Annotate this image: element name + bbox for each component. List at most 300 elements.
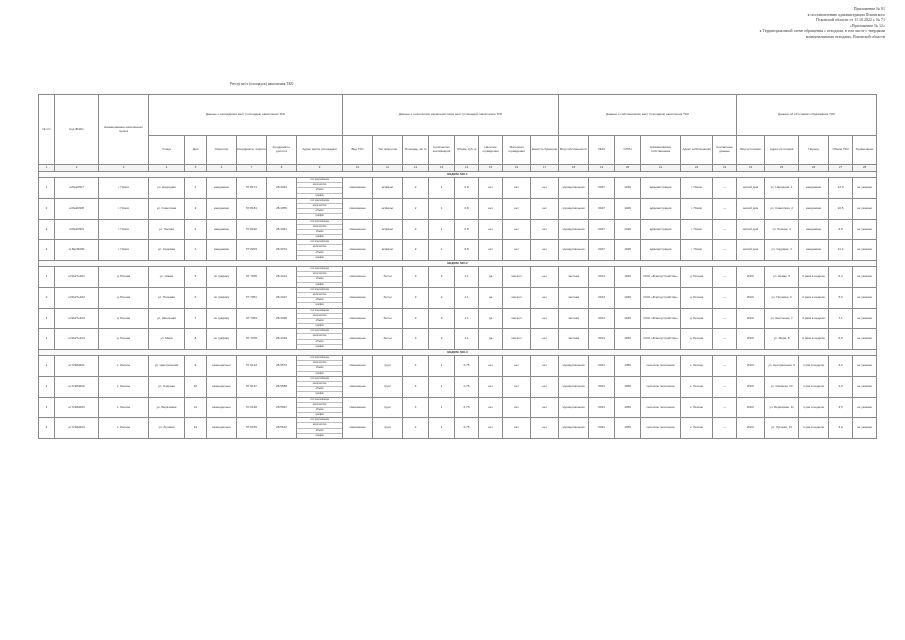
ownership-type-cell: частная <box>559 329 589 350</box>
tko-volume-cell: 6,8 <box>829 329 853 350</box>
column-header: ИНН <box>589 136 615 165</box>
inn-cell: 6031 <box>589 418 615 439</box>
volume-cell: 1,1 <box>455 329 479 350</box>
fias-code-cell: ul.9b27e101 <box>55 267 99 288</box>
tko-volume-cell: 5,9 <box>829 287 853 308</box>
owner-name-cell: администрация <box>641 240 681 261</box>
source-type-cell: ИЖС <box>737 418 765 439</box>
fence-material-cell: нет <box>503 418 531 439</box>
tko-volume-cell: 11,2 <box>829 240 853 261</box>
fence-cell: да <box>479 267 503 288</box>
cover-type-cell: асфальт <box>373 219 403 240</box>
approval-block <box>635 6 885 40</box>
street-cell: ул. Центральная <box>149 356 185 377</box>
container-count-cell: 1 <box>429 198 455 219</box>
container-detail-line: тип контейнера <box>297 267 342 272</box>
volume-cell: 0,75 <box>455 376 479 397</box>
owner-address-cell: д. Речная <box>681 267 713 288</box>
source-type-cell: ИЖС <box>737 376 765 397</box>
period-cell: 1 раз в неделю <box>799 376 829 397</box>
tko-volume-cell: 3,2 <box>829 356 853 377</box>
fence-cell: да <box>479 287 503 308</box>
registry-table <box>38 94 877 439</box>
fence-material-cell: нет <box>503 356 531 377</box>
container-detail-line: количество <box>297 225 342 230</box>
inn-cell: 6027 <box>589 219 615 240</box>
column-header: Код ФИАС <box>55 95 99 165</box>
longitude-cell: 28.5589 <box>267 376 297 397</box>
source-address-cell: ул. Полевая, 6 <box>765 287 799 308</box>
bunker-capacity-cell: нет <box>531 418 559 439</box>
house-cell: 6 <box>185 287 207 308</box>
column-number: 12 <box>403 165 429 172</box>
column-header: Дом <box>185 136 207 165</box>
fias-code-cell: ul.7c38d201 <box>55 356 99 377</box>
fence-material-cell: нет <box>503 240 531 261</box>
container-detail-line: объём <box>297 251 342 256</box>
group-header-owner: Данные о собственниках мест (площадок) накопления ТКО <box>559 95 737 136</box>
row-number-cell: 1 <box>39 178 55 199</box>
container-detail-line: график <box>315 433 324 437</box>
column-number: 2 <box>55 165 99 172</box>
container-details-cell <box>297 198 343 219</box>
column-header: Вид собственности <box>559 136 589 165</box>
ownership-type-cell: муниципальная <box>559 356 589 377</box>
longitude-cell: 28.3342 <box>267 178 297 199</box>
contact-cell: — <box>713 267 737 288</box>
fence-material-cell: металл <box>503 308 531 329</box>
column-header: Адрес источника <box>765 136 799 165</box>
column-number: 15 <box>479 165 503 172</box>
owner-name-cell: администрация <box>641 198 681 219</box>
area-cell: 4 <box>403 397 429 418</box>
bunker-capacity-cell: нет <box>531 329 559 350</box>
source-type-cell: жилой дом <box>737 240 765 261</box>
remark-cell: не указано <box>853 178 877 199</box>
inn-cell: 6027 <box>589 198 615 219</box>
source-address-cell: ул. Советская, 2 <box>765 198 799 219</box>
fias-code-cell: ul.7c38d203 <box>55 397 99 418</box>
volume-cell: 0,8 <box>455 240 479 261</box>
registry-table-container <box>38 94 876 439</box>
waste-type-cell: смешанные <box>343 418 373 439</box>
container-detail-line: тип контейнера <box>297 377 342 382</box>
source-type-cell: ИЖС <box>737 329 765 350</box>
column-header: Емкость бункеров <box>531 136 559 165</box>
house-cell: 10 <box>185 376 207 397</box>
owner-name-cell: сельское поселение <box>641 397 681 418</box>
approval-line: к Территориальной схеме обращения с отходами, в том числе с твердыми <box>759 28 885 34</box>
column-header: Наименование собственника <box>641 136 681 165</box>
latitude-cell: 57.6124 <box>237 356 267 377</box>
waste-type-cell: смешанные <box>343 219 373 240</box>
cover-type-cell: бетон <box>373 267 403 288</box>
ogrn-cell: 1056 <box>615 397 641 418</box>
contact-cell: — <box>713 418 737 439</box>
container-detail-line: количество <box>297 423 342 428</box>
landmark-cell: по графику <box>207 329 237 350</box>
ogrn-cell: 1026 <box>615 198 641 219</box>
container-detail-line: тип контейнера <box>297 329 342 334</box>
container-detail-line: объём <box>297 188 342 193</box>
period-cell: 2 раза в неделю <box>799 329 829 350</box>
source-type-cell: ИЖС <box>737 267 765 288</box>
landmark-cell: еженедельно <box>207 356 237 377</box>
container-detail-line: график <box>315 255 324 259</box>
bunker-capacity-cell: нет <box>531 198 559 219</box>
column-number: 5 <box>185 165 207 172</box>
column-number-row <box>39 165 877 172</box>
longitude-cell: 28.5573 <box>267 356 297 377</box>
volume-cell: 1,1 <box>455 267 479 288</box>
container-detail-line: объём <box>297 387 342 392</box>
container-detail-line: график <box>315 324 324 328</box>
street-cell: ул. Берёзовая <box>149 397 185 418</box>
street-cell: ул. Садовая <box>149 240 185 261</box>
longitude-cell: 28.4438 <box>267 308 297 329</box>
bunker-capacity-cell: нет <box>531 356 559 377</box>
cover-type-cell: грунт <box>373 397 403 418</box>
fence-material-cell: нет <box>503 376 531 397</box>
container-detail-line: объём <box>297 230 342 235</box>
tko-volume-cell: 3,0 <box>829 418 853 439</box>
house-cell: 9 <box>185 356 207 377</box>
fence-material-cell: нет <box>503 397 531 418</box>
volume-cell: 0,8 <box>455 219 479 240</box>
house-cell: 1 <box>185 178 207 199</box>
waste-type-cell: смешанные <box>343 329 373 350</box>
row-number-cell: 2 <box>39 376 55 397</box>
owner-address-cell: г. Псков <box>681 178 713 199</box>
landmark-cell: еженедельно <box>207 418 237 439</box>
waste-type-cell: смешанные <box>343 267 373 288</box>
locality-cell: д. Речная <box>99 287 149 308</box>
bunker-capacity-cell: нет <box>531 397 559 418</box>
container-detail-line: график <box>315 303 324 307</box>
table-row <box>39 356 877 377</box>
container-details-cell <box>297 287 343 308</box>
container-count-cell: 2 <box>429 287 455 308</box>
container-detail-line: график <box>315 413 324 417</box>
waste-type-cell: смешанные <box>343 287 373 308</box>
column-header: Объём, куб. м <box>455 136 479 165</box>
longitude-cell: 28.3361 <box>267 219 297 240</box>
ownership-type-cell: муниципальная <box>559 219 589 240</box>
ogrn-cell: 1046 <box>615 308 641 329</box>
street-cell: ул. Советская <box>149 198 185 219</box>
ogrn-cell: 1026 <box>615 240 641 261</box>
tko-volume-cell: 7,1 <box>829 308 853 329</box>
group-header-location: Данные о нахождении мест (площадок) накопления ТКО <box>149 95 343 136</box>
container-detail-line: график <box>315 214 324 218</box>
container-detail-line: тип контейнера <box>297 199 342 204</box>
column-number: 17 <box>531 165 559 172</box>
approval-line: Псковской области от 11.10.2022 г. № 71 <box>816 17 885 23</box>
fence-material-cell: металл <box>503 267 531 288</box>
fence-cell: да <box>479 308 503 329</box>
container-detail-line: тип контейнера <box>297 309 342 314</box>
row-number-cell: 1 <box>39 356 55 377</box>
waste-type-cell: смешанные <box>343 356 373 377</box>
landmark-cell: еженедельно <box>207 397 237 418</box>
owner-name-cell: сельское поселение <box>641 376 681 397</box>
longitude-cell: 28.3374 <box>267 240 297 261</box>
locality-cell: д. Речная <box>99 329 149 350</box>
contact-cell: — <box>713 397 737 418</box>
container-detail-line: объём <box>297 366 342 371</box>
column-header: № п/п <box>39 95 55 165</box>
container-detail-line: количество <box>297 183 342 188</box>
period-cell: 2 раза в неделю <box>799 267 829 288</box>
fias-code-cell: ul.9b27e102 <box>55 287 99 308</box>
source-address-cell: ул. Озёрная, 10 <box>765 376 799 397</box>
container-detail-line: график <box>315 282 324 286</box>
fence-material-cell: нет <box>503 198 531 219</box>
table-row <box>39 308 877 329</box>
container-count-cell: 1 <box>429 178 455 199</box>
container-detail-line: тип контейнера <box>297 288 342 293</box>
row-number-cell: 2 <box>39 287 55 308</box>
owner-address-cell: г. Псков <box>681 219 713 240</box>
column-header: Наличие ограждения <box>479 136 503 165</box>
period-cell: ежедневно <box>799 178 829 199</box>
owner-address-cell: д. Речная <box>681 308 713 329</box>
area-cell: 4 <box>403 418 429 439</box>
row-number-cell: 3 <box>39 219 55 240</box>
column-header: Объём ТКО <box>829 136 853 165</box>
table-row <box>39 376 877 397</box>
fias-code-cell: ul.8a16f1f8 <box>55 198 99 219</box>
fence-cell: нет <box>479 356 503 377</box>
longitude-cell: 28.4412 <box>267 267 297 288</box>
street-cell: ул. Луговая <box>149 418 185 439</box>
landmark-cell: ежедневно <box>207 219 237 240</box>
approval-line: «Приложение № 12» <box>849 22 885 28</box>
container-detail-line: количество <box>297 314 342 319</box>
owner-name-cell: ООО «Благоустройство» <box>641 267 681 288</box>
landmark-cell: еженедельно <box>207 376 237 397</box>
street-cell: ул. Мира <box>149 329 185 350</box>
remark-cell: не указано <box>853 418 877 439</box>
container-details-cell <box>297 418 343 439</box>
column-header: Улица <box>149 136 185 165</box>
column-number: 26 <box>799 165 829 172</box>
column-number: 16 <box>503 165 531 172</box>
period-cell: 1 раз в неделю <box>799 356 829 377</box>
inn-cell: 6031 <box>589 376 615 397</box>
street-cell: ул. Лесная <box>149 219 185 240</box>
source-type-cell: ИЖС <box>737 308 765 329</box>
cover-type-cell: бетон <box>373 287 403 308</box>
area-cell: 2 <box>403 178 429 199</box>
owner-name-cell: администрация <box>641 178 681 199</box>
source-address-cell: ул. Садовая, 4 <box>765 240 799 261</box>
container-count-cell: 1 <box>429 240 455 261</box>
remark-cell: не указано <box>853 198 877 219</box>
latitude-cell: 57.6148 <box>237 397 267 418</box>
container-details-cell <box>297 397 343 418</box>
container-detail-line: тип контейнера <box>297 356 342 361</box>
tko-volume-cell: 12,0 <box>829 178 853 199</box>
fence-cell: нет <box>479 418 503 439</box>
contact-cell: — <box>713 308 737 329</box>
ownership-type-cell: муниципальная <box>559 198 589 219</box>
container-details-cell <box>297 356 343 377</box>
fias-code-cell: ul.8a16f1f9 <box>55 219 99 240</box>
tko-volume-cell: 10,5 <box>829 198 853 219</box>
table-row <box>39 178 877 199</box>
latitude-cell: 57.8203 <box>237 240 267 261</box>
container-count-cell: 2 <box>429 308 455 329</box>
container-detail-line: объём <box>297 277 342 282</box>
inn-cell: 6027 <box>589 178 615 199</box>
column-number: 28 <box>853 165 877 172</box>
fias-code-cell: ul.9b27e104 <box>55 329 99 350</box>
locality-cell: с. Лесное <box>99 418 149 439</box>
column-number: 21 <box>641 165 681 172</box>
longitude-cell: 28.5612 <box>267 418 297 439</box>
column-number: 24 <box>737 165 765 172</box>
fence-material-cell: металл <box>503 287 531 308</box>
container-detail-line: объём <box>297 408 342 413</box>
table-row <box>39 397 877 418</box>
area-cell: 3 <box>403 267 429 288</box>
group-header-sources: Данные об источниках образования ТКО <box>737 95 877 136</box>
cover-type-cell: асфальт <box>373 178 403 199</box>
source-type-cell: жилой дом <box>737 219 765 240</box>
container-detail-line: график <box>315 371 324 375</box>
house-cell: 5 <box>185 267 207 288</box>
column-number: 1 <box>39 165 55 172</box>
column-number: 25 <box>765 165 799 172</box>
ownership-type-cell: муниципальная <box>559 418 589 439</box>
owner-address-cell: с. Лесное <box>681 418 713 439</box>
column-number: 19 <box>589 165 615 172</box>
registry-table-body <box>39 172 877 439</box>
column-header: Материал ограждения <box>503 136 531 165</box>
longitude-cell: 28.3355 <box>267 198 297 219</box>
column-header: Ориентир <box>207 136 237 165</box>
container-detail-line: объём <box>297 209 342 214</box>
container-details-cell <box>297 308 343 329</box>
ogrn-cell: 1056 <box>615 356 641 377</box>
contact-cell: — <box>713 178 737 199</box>
container-detail-line: тип контейнера <box>297 418 342 423</box>
remark-cell: не указано <box>853 376 877 397</box>
container-detail-line: количество <box>297 361 342 366</box>
latitude-cell: 57.8181 <box>237 198 267 219</box>
owner-address-cell: с. Лесное <box>681 376 713 397</box>
area-cell: 4 <box>403 376 429 397</box>
remark-cell: не указано <box>853 308 877 329</box>
container-count-cell: 2 <box>429 267 455 288</box>
locality-cell: г. Псков <box>99 198 149 219</box>
container-detail-line: количество <box>297 245 342 250</box>
column-number: 7 <box>237 165 267 172</box>
container-detail-line: тип контейнера <box>297 398 342 403</box>
column-number: 4 <box>149 165 185 172</box>
remark-cell: не указано <box>853 267 877 288</box>
source-address-cell: ул. Новая, 5 <box>765 267 799 288</box>
source-address-cell: ул. Лесная, 3 <box>765 219 799 240</box>
owner-address-cell: с. Лесное <box>681 397 713 418</box>
waste-type-cell: смешанные <box>343 240 373 261</box>
locality-cell: с. Лесное <box>99 397 149 418</box>
longitude-cell: 28.5597 <box>267 397 297 418</box>
approval-line: Приложение № 01 <box>853 6 885 11</box>
column-header: Вид ТКО <box>343 136 373 165</box>
fence-cell: нет <box>479 376 503 397</box>
remark-cell: не указано <box>853 356 877 377</box>
latitude-cell: 57.7051 <box>237 287 267 308</box>
landmark-cell: по графику <box>207 308 237 329</box>
period-cell: 1 раз в неделю <box>799 418 829 439</box>
group-header-tech: Данные о технических характеристиках мест (площадок) накопления ТКО <box>343 95 559 136</box>
ownership-type-cell: муниципальная <box>559 240 589 261</box>
source-address-cell: ул. Школьная, 7 <box>765 308 799 329</box>
contact-cell: — <box>713 198 737 219</box>
latitude-cell: 57.6137 <box>237 376 267 397</box>
column-header: Площадь, кв. м <box>403 136 429 165</box>
period-cell: 1 раз в неделю <box>799 397 829 418</box>
remark-cell: не указано <box>853 397 877 418</box>
contact-cell: — <box>713 356 737 377</box>
latitude-cell: 57.6159 <box>237 418 267 439</box>
locality-cell: г. Псков <box>99 240 149 261</box>
column-number: 23 <box>713 165 737 172</box>
column-number: 14 <box>455 165 479 172</box>
cover-type-cell: грунт <box>373 376 403 397</box>
container-detail-line: график <box>315 392 324 396</box>
remark-cell: не указано <box>853 240 877 261</box>
container-details-cell <box>297 267 343 288</box>
landmark-cell: по графику <box>207 287 237 308</box>
period-cell: 2 раза в неделю <box>799 287 829 308</box>
contact-cell: — <box>713 240 737 261</box>
fias-code-cell: ul.8a16f200 <box>55 240 99 261</box>
column-header: ОГРН <box>615 136 641 165</box>
owner-name-cell: ООО «Благоустройство» <box>641 287 681 308</box>
row-number-cell: 4 <box>39 329 55 350</box>
table-row <box>39 219 877 240</box>
volume-cell: 1,1 <box>455 308 479 329</box>
contact-cell: — <box>713 329 737 350</box>
remark-cell: не указано <box>853 329 877 350</box>
source-address-cell: ул. Мира, 8 <box>765 329 799 350</box>
bunker-capacity-cell: нет <box>531 178 559 199</box>
owner-name-cell: ООО «Благоустройство» <box>641 308 681 329</box>
fence-cell: нет <box>479 198 503 219</box>
row-number-cell: 3 <box>39 308 55 329</box>
owner-name-cell: администрация <box>641 219 681 240</box>
container-details-cell <box>297 178 343 199</box>
section-title: ВЕДОМ. МО-2 <box>39 261 877 267</box>
longitude-cell: 28.4427 <box>267 287 297 308</box>
section-title: ВЕДОМ. МО-1 <box>39 172 877 178</box>
container-details-cell <box>297 219 343 240</box>
fence-cell: нет <box>479 397 503 418</box>
container-count-cell: 1 <box>429 356 455 377</box>
owner-address-cell: г. Псков <box>681 198 713 219</box>
waste-type-cell: смешанные <box>343 308 373 329</box>
source-type-cell: ИЖС <box>737 397 765 418</box>
source-type-cell: ИЖС <box>737 356 765 377</box>
ogrn-cell: 1026 <box>615 178 641 199</box>
ogrn-cell: 1046 <box>615 329 641 350</box>
row-number-cell: 3 <box>39 397 55 418</box>
bunker-capacity-cell: нет <box>531 308 559 329</box>
column-header: Вид источника <box>737 136 765 165</box>
